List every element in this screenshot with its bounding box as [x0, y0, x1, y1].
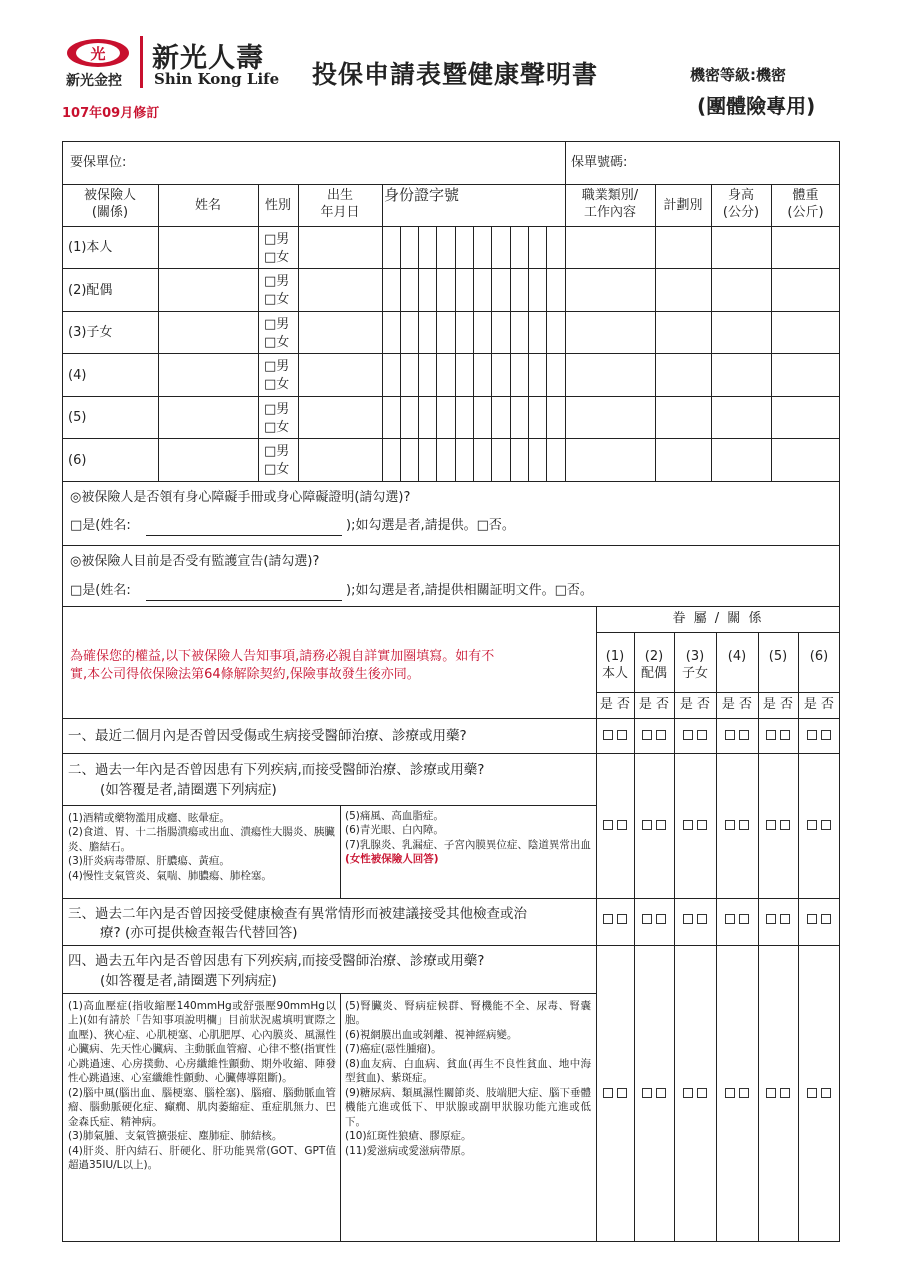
family-rule [716, 632, 717, 1242]
yes-checkbox[interactable] [725, 914, 735, 924]
answer-q3-member-5 [758, 914, 798, 924]
svg-text:光: 光 [90, 45, 106, 63]
yes-checkbox[interactable] [642, 730, 652, 740]
guardianship-question: ◎被保險人目前是否受有監護宣告(請勾選)? [70, 554, 320, 569]
family-col-1: (1) 本人 [601, 649, 628, 681]
guardianship-tail[interactable]: );如勾選是者,請提供相關証明文件。□否。 [346, 583, 593, 598]
yes-no-label: 是 否 [638, 697, 670, 712]
col-birth: 出生 年月日 [320, 188, 360, 220]
no-checkbox[interactable] [739, 1088, 749, 1098]
insured-row-2: (2)配偶 [68, 283, 113, 298]
question-1: 一、最近二個月內是否曾因受傷或生病接受醫師治療、診療或用藥? [68, 728, 467, 744]
no-checkbox[interactable] [821, 820, 831, 830]
family-rule [798, 632, 799, 1242]
rule [62, 226, 840, 227]
no-checkbox[interactable] [656, 730, 666, 740]
rule [62, 545, 840, 546]
answer-q1-member-4 [716, 730, 758, 740]
rule [62, 606, 840, 607]
yes-checkbox[interactable] [725, 1088, 735, 1098]
col-rule [382, 184, 383, 481]
yes-checkbox[interactable] [807, 1088, 817, 1098]
no-checkbox[interactable] [656, 1088, 666, 1098]
id-digit-rule [510, 226, 511, 481]
yes-checkbox[interactable] [683, 730, 693, 740]
answer-q3-member-2 [634, 914, 674, 924]
no-checkbox[interactable] [697, 1088, 707, 1098]
family-relation-header: 眷 屬 / 關 係 [672, 611, 764, 626]
col-plan: 計劃別 [663, 198, 703, 213]
rule [62, 481, 840, 482]
yes-checkbox[interactable] [807, 730, 817, 740]
col-height: 身高 (公分) [722, 188, 760, 220]
rule [62, 438, 840, 439]
gender-checkbox[interactable]: □男 □女 [264, 359, 290, 392]
gender-checkbox[interactable]: □男 □女 [264, 317, 290, 350]
yes-checkbox[interactable] [683, 914, 693, 924]
answer-q2-member-4 [716, 820, 758, 830]
yes-checkbox[interactable] [603, 1088, 613, 1098]
answer-q3-member-3 [674, 914, 716, 924]
rule [62, 268, 840, 269]
disability-name-line[interactable] [146, 535, 342, 536]
disability-question: ◎被保險人是否領有身心障礙手冊或身心障礙證明(請勾選)? [70, 490, 411, 505]
rule [62, 945, 840, 946]
form-title: 投保申請表暨健康聲明書 [312, 60, 599, 89]
brand-name-en: Shin Kong Life [154, 70, 280, 88]
no-checkbox[interactable] [821, 914, 831, 924]
no-checkbox[interactable] [780, 914, 790, 924]
answer-q2-member-5 [758, 820, 798, 830]
applicant-label: 要保單位: [70, 155, 127, 170]
yes-no-label: 是 否 [762, 697, 794, 712]
col-weight: 體重 (公斤) [787, 188, 824, 220]
yes-checkbox[interactable] [683, 1088, 693, 1098]
no-checkbox[interactable] [617, 914, 627, 924]
answer-q4-member-6 [798, 1088, 840, 1098]
answer-q1-member-5 [758, 730, 798, 740]
rule [62, 311, 840, 312]
answer-q1-member-2 [634, 730, 674, 740]
no-checkbox[interactable] [697, 730, 707, 740]
answer-q2-member-2 [634, 820, 674, 830]
yes-checkbox[interactable] [642, 820, 652, 830]
yes-checkbox[interactable] [807, 914, 817, 924]
no-checkbox[interactable] [656, 820, 666, 830]
rule [62, 718, 840, 719]
insured-row-1: (1)本人 [68, 240, 113, 255]
yes-checkbox[interactable] [725, 730, 735, 740]
col-relation: 被保險人 (關係) [83, 188, 136, 220]
id-digit-rule [528, 226, 529, 481]
id-digit-rule [473, 226, 474, 481]
no-checkbox[interactable] [739, 914, 749, 924]
answer-q4-member-1 [596, 1088, 634, 1098]
rule [62, 753, 840, 754]
question-4: 四、過去五年內是否曾因患有下列疾病,而接受醫師治療、診療或用藥? (如答覆是者,請圈選下列病症) [68, 953, 485, 989]
confidential-level: 機密等級:機密 [690, 66, 786, 84]
family-col-5: (5) [768, 649, 788, 664]
rule [596, 632, 840, 633]
yes-no-label: 是 否 [803, 697, 835, 712]
gender-checkbox[interactable]: □男 □女 [264, 232, 290, 265]
holding-name: 新光金控 [66, 73, 122, 89]
yes-checkbox[interactable] [766, 730, 776, 740]
col-rule [771, 184, 772, 481]
col-rule [158, 184, 159, 481]
policy-number-label: 保單號碼: [571, 155, 628, 170]
col-rule [711, 184, 712, 481]
answer-q1-member-3 [674, 730, 716, 740]
no-checkbox[interactable] [780, 1088, 790, 1098]
yes-checkbox[interactable] [603, 914, 613, 924]
yes-checkbox[interactable] [725, 820, 735, 830]
policy-divider [565, 141, 566, 184]
answer-q2-member-3 [674, 820, 716, 830]
no-checkbox[interactable] [617, 1088, 627, 1098]
yes-checkbox[interactable] [642, 914, 652, 924]
answer-q3-member-6 [798, 914, 840, 924]
disability-yes-checkbox[interactable]: □是(姓名: [70, 518, 131, 533]
no-checkbox[interactable] [739, 730, 749, 740]
no-checkbox[interactable] [739, 820, 749, 830]
yes-no-label: 是 否 [599, 697, 631, 712]
id-digit-rule [546, 226, 547, 481]
family-col-2: (2) 配偶 [640, 649, 667, 681]
rule [62, 805, 596, 806]
no-checkbox[interactable] [697, 820, 707, 830]
guardianship-yes-checkbox[interactable]: □是(姓名: [70, 583, 131, 598]
insured-row-3: (3)子女 [68, 325, 113, 340]
yes-checkbox[interactable] [766, 820, 776, 830]
disability-tail[interactable]: );如勾選是者,請提供。□否。 [346, 518, 515, 533]
answer-q4-member-5 [758, 1088, 798, 1098]
no-checkbox[interactable] [617, 820, 627, 830]
answer-q2-member-1 [596, 820, 634, 830]
shin-kong-logo-icon [66, 38, 130, 68]
question-2-conditions-a: (1)酒精或藥物濫用成癮、眩暈症。 (2)食道、胃、十二指腸潰瘍或出血、潰瘍性大腸炎、胰臟炎、膽結石。 (3)肝炎病毒帶原、肝膿瘍、黃疸。 (4)慢性支氣管炎、氣喘、肺膿瘍、肺栓塞。 [68, 812, 335, 882]
no-checkbox[interactable] [780, 730, 790, 740]
col-gender: 性別 [264, 198, 291, 213]
family-rule [596, 606, 597, 1242]
answer-q1-member-6 [798, 730, 840, 740]
rule [62, 993, 596, 994]
revision-date: 107年09月修訂 [62, 106, 160, 121]
insured-row-4: (4) [68, 368, 87, 383]
answer-q4-member-2 [634, 1088, 674, 1098]
family-rule [634, 632, 635, 1242]
id-digit-rule [436, 226, 437, 481]
id-digit-rule [400, 226, 401, 481]
col-rule [565, 184, 566, 481]
family-rule [674, 632, 675, 1242]
question-3: 三、過去二年內是否曾因接受健康檢查有異常情形而被建議接受其他檢查或治 療? (亦可提供檢查報告代替回答) [68, 906, 527, 941]
gender-checkbox[interactable]: □男 □女 [264, 274, 290, 307]
family-col-6: (6) [809, 649, 829, 664]
legal-notice: 為確保您的權益,以下被保險人告知事項,請務必親自詳實加圈填寫。如有不 實,本公司得依保險法第64條解除契約,保險事故發生後亦同。 [70, 649, 495, 683]
answer-q4-member-4 [716, 1088, 758, 1098]
yes-checkbox[interactable] [766, 1088, 776, 1098]
yes-no-label: 是 否 [721, 697, 753, 712]
col-rule [258, 184, 259, 481]
yes-checkbox[interactable] [603, 730, 613, 740]
yes-checkbox[interactable] [642, 1088, 652, 1098]
yes-no-label: 是 否 [679, 697, 711, 712]
yes-checkbox[interactable] [603, 820, 613, 830]
no-checkbox[interactable] [617, 730, 627, 740]
yes-checkbox[interactable] [766, 914, 776, 924]
id-digit-rule [491, 226, 492, 481]
question-4-conditions-b: (5)腎臟炎、腎病症候群、腎機能不全、尿毒、腎囊胞。 (6)視網膜出血或剝離、視神經病變。 (7)癌症(惡性腫瘤)。 (8)血友病、白血病、貧血(再生不良性貧血、地中海型貧血)、紫斑症。 (9)糖尿病、類風濕性關節炎、肢端肥大症、腦下垂體機能亢進或低下、甲狀腺或副甲狀腺功能亢進或低下。 (10)紅斑性狼瘡、膠原症。 (11)愛滋病或愛滋病帶原。 [345, 1000, 591, 1157]
col-rule [298, 184, 299, 481]
rule [596, 692, 840, 693]
group-insurance-only: (團體險專用) [697, 94, 816, 118]
id-digit-rule [455, 226, 456, 481]
rule [62, 898, 840, 899]
answer-q1-member-1 [596, 730, 634, 740]
rule [62, 353, 840, 354]
no-checkbox[interactable] [697, 914, 707, 924]
question-4-conditions-a: (1)高血壓症(指收縮壓140mmHg或舒張壓90mmHg以上)(如有請於「告知事項說明欄」目前狀況處填明實際之血壓)、狹心症、心肌梗塞、心肌肥厚、心內膜炎、風濕性心臟病、先天性心臟病、主動脈血管瘤、心律不整(指實性心跳過速、心房撲動、心房纖維性顫動、期外收縮、陣發性心跳過速、心室纖維性顫動、心臟傳導阻斷)。 (2)腦中風(腦出血、腦梗塞、腦栓塞)、腦瘤、腦動脈血管瘤、腦動脈硬化症、癲癇、肌肉萎縮症、重症肌無力、巴金森氏症、精神病。 (3)肺氣腫、支氣管擴張症、塵肺症、肺結核。 (4)肝炎、肝內結石、肝硬化、肝功能異常(GOT、GPT值超過35IU/L以上)。 [68, 1000, 336, 1172]
col-rule [340, 993, 341, 1242]
gender-checkbox[interactable]: □男 □女 [264, 444, 290, 477]
answer-q3-member-4 [716, 914, 758, 924]
no-checkbox[interactable] [780, 820, 790, 830]
rule [62, 184, 840, 185]
family-col-4: (4) [727, 649, 747, 664]
gender-checkbox[interactable]: □男 □女 [264, 402, 290, 435]
rule [62, 396, 840, 397]
insured-row-6: (6) [68, 453, 87, 468]
col-rule [340, 805, 341, 898]
no-checkbox[interactable] [656, 914, 666, 924]
insured-row-5: (5) [68, 410, 87, 425]
col-job: 職業類別/ 工作內容 [581, 188, 639, 220]
family-col-3: (3) 子女 [681, 649, 708, 681]
col-name: 姓名 [194, 198, 221, 213]
brand-name-cn: 新光人壽 [152, 43, 264, 74]
question-2-conditions-b: (5)痛風、高血脂症。 (6)青光眼、白內障。 (7)乳腺炎、乳漏症、子宮內膜異位症、陰道異常出血(女性被保險人回答) [345, 810, 591, 866]
logo-divider [140, 36, 143, 88]
guardianship-name-line[interactable] [146, 600, 342, 601]
answer-q3-member-1 [596, 914, 634, 924]
yes-checkbox[interactable] [683, 820, 693, 830]
question-2: 二、過去一年內是否曾因患有下列疾病,而接受醫師治療、診療或用藥? (如答覆是者,請圈選下列病症) [68, 762, 485, 798]
answer-q4-member-3 [674, 1088, 716, 1098]
yes-checkbox[interactable] [807, 820, 817, 830]
answer-q2-member-6 [798, 820, 840, 830]
family-rule [758, 632, 759, 1242]
id-digit-rule [418, 226, 419, 481]
no-checkbox[interactable] [821, 730, 831, 740]
col-rule [655, 184, 656, 481]
no-checkbox[interactable] [821, 1088, 831, 1098]
col-id: 身份證字號 [384, 186, 460, 204]
